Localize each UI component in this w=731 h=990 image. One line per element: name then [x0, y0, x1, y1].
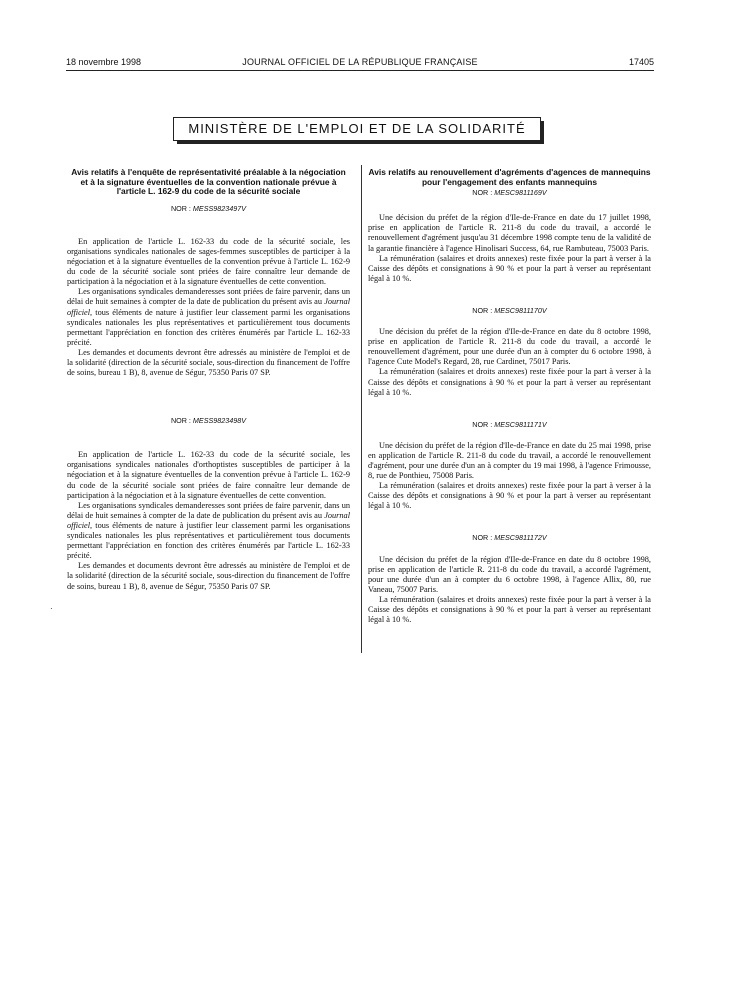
header-page-number: 17405	[628, 57, 654, 67]
notice-4-paragraph-1: Une décision du préfet de la région d'Ile-de-France en date du 8 octobre 1998, prise en application de l'article R. 211-8 du code du travail, a accordé le renouvellement d'agrément, pour une durée d'un an à compter du 6 octobre 1998, à l'agence Cute Model's Regard, 28, rue Cardinet, 75017 Paris.	[368, 327, 651, 367]
notice-2-paragraph-1: En application de l'article L. 162-33 du code de la sécurité sociale, les organisations syndicales nationales d'orthoptistes susceptibles de participer à la négociation et à la signature éventuelles de la convention prévue à l'article L. 162-9 du code de la sécurité sociale sont priées de faire connaître leur demande de participation à la négociation et à la signature éventuelles de cette convention.	[67, 450, 350, 500]
right-section-title: Avis relatifs au renouvellement d'agréments d'agences de mannequins pour l'engagement des enfants mannequins	[368, 167, 651, 187]
nor-reference-4	[368, 306, 651, 316]
ministry-title: MINISTÈRE DE L'EMPLOI ET DE LA SOLIDARITÉ	[173, 117, 541, 141]
nor-code: MESC9811171V	[494, 419, 547, 429]
ministry-shadow-bottom	[177, 141, 544, 144]
ministry-banner	[173, 117, 547, 146]
nor-reference-5	[368, 420, 651, 430]
nor-label: NOR :	[472, 188, 493, 198]
notice-5-body	[368, 441, 651, 512]
notice-6-body	[368, 555, 651, 626]
journal-officiel-italic: Journal officiel	[67, 297, 350, 317]
notice-2-paragraph-2: Les organisations syndicales demanderesses sont priées de faire parvenir, dans un délai de huit semaines à compter de la date de publication du présent avis au Journal officiel, tous éléments de nature à justifier leur classement parmi les organisations syndicales nationales les plus représentatives et particulièrement tous documents permettant l'appréciation en fonction des critères énumérés par l'article L. 162-33 précité.	[67, 500, 350, 561]
nor-reference-1	[67, 204, 350, 214]
nor-label: NOR :	[472, 533, 493, 543]
nor-code: MESS9823497V	[192, 203, 247, 213]
journal-officiel-italic: Journal officiel	[67, 510, 350, 530]
notice-2-paragraph-3: Les demandes et documents devront être adressés au ministère de l'emploi et de la solidarité (direction de la sécurité sociale, sous-direction du financement de l'offre de soins, bureau 1 B), 8, avenue de Ségur, 75350 Paris 07 SP.	[67, 561, 350, 591]
nor-reference-6	[368, 533, 651, 543]
nor-reference-3	[368, 188, 651, 198]
notice-6-paragraph-2: La rémunération (salaires et droits annexes) reste fixée pour la part à verser à la Caisse des dépôts et consignations à 90 % et pour la part à verser au représentant légal à 10 %.	[368, 594, 651, 625]
nor-code: MESC9811170V	[494, 305, 547, 315]
notice-1-paragraph-3: Les demandes et documents devront être adressés au ministère de l'emploi et de la solidarité (direction de la sécurité sociale, sous-direction du financement de l'offre de soins, bureau 1 B), 8, avenue de Ségur, 75350 Paris 07 SP.	[67, 347, 350, 378]
column-divider	[361, 165, 362, 653]
header-journal-title: JOURNAL OFFICIEL DE LA RÉPUBLIQUE FRANÇAISE	[242, 57, 478, 67]
notice-5-paragraph-2: La rémunération (salaires et droits annexes) reste fixée pour la part à verser à la Caisse des dépôts et consignations à 90 % et pour la part à verser au représentant légal à 10 %.	[368, 481, 651, 511]
notice-1-paragraph-2: Les organisations syndicales demanderesses sont priées de faire parvenir, dans un délai de huit semaines à compter de la date de publication du présent avis au Journal officiel, tous éléments de nature à justifier leur classement parmi les organisations syndicales nationales les plus représentatives et particulièrement tous documents permettant l'appréciation en fonction des critères énumérés par l'article L. 162-33 précité.	[67, 287, 350, 347]
notice-3-paragraph-1: Une décision du préfet de la région d'Ile-de-France en date du 17 juillet 1998, prise en application de l'article R. 211-8 du code du travail, a accordé le renouvellement d'agrément jusqu'au 31 décembre 1998 compte tenu de la validité de la garantie financière à l'agence Hinolisari Success, 64, rue Rambuteau, 75003 Paris.	[368, 213, 651, 253]
notice-2-body	[67, 450, 350, 591]
notice-6-paragraph-1: Une décision du préfet de la région d'Ile-de-France en date du 8 octobre 1998, prise en application de l'article R. 211-8 du code du travail, a accordé l'agrément, pour une durée d'un an à compter du 6 octobre 1998, à l'agence Allix, 80, rue Vaneau, 75007 Paris.	[368, 554, 651, 594]
nor-code: MESC9811169V	[494, 188, 547, 198]
nor-label: NOR :	[472, 419, 493, 429]
nor-reference-2	[67, 416, 350, 426]
notice-1-paragraph-1: En application de l'article L. 162-33 du code de la sécurité sociale, les organisations syndicales nationales de sages-femmes susceptibles de participer à la négociation et à la signature éventuelles de la convention prévue à l'article L. 162-9 du code de la sécurité sociale sont priées de faire connaître leur demande de participation à la négociation et à la signature éventuelles de cette convention.	[67, 236, 350, 287]
notice-4-paragraph-2: La rémunération (salaires et droits annexes) reste fixée pour la part à verser à la Caisse des dépôts et consignations à 90 % et pour la part à verser au représentant légal à 10 %.	[368, 367, 651, 397]
nor-label: NOR :	[170, 203, 191, 213]
right-column	[368, 168, 651, 625]
notice-5-paragraph-1: Une décision du préfet de la région d'Ile-de-France en date du 25 mai 1998, prise en application de l'article R. 211-8 du code du travail, a accordé le renouvellement d'agrément, pour une durée d'un an à compter du 19 mai 1998, à l'agence Frimousse, 8, rue de Ponthieu, 75008 Paris.	[368, 440, 651, 481]
notice-1-body	[67, 237, 350, 378]
ministry-shadow-right	[541, 121, 544, 143]
notice-3-paragraph-2: La rémunération (salaires et droits annexes) reste fixée pour la part à verser à la Caisse des dépôts et consignations à 90 % et pour la part à verser au représentant légal à 10 %.	[368, 253, 651, 283]
left-section-title: Avis relatifs à l'enquête de représentativité préalable à la négociation et à la signature éventuelles de la convention nationale prévue à l'article L. 162-9 du code de la sécurité sociale	[71, 167, 346, 197]
header-date: 18 novembre 1998	[66, 57, 142, 67]
notice-3-body	[368, 213, 651, 284]
nor-label: NOR :	[170, 416, 191, 426]
nor-code: MESS9823498V	[192, 416, 247, 426]
header-rule	[66, 70, 654, 71]
left-column	[67, 168, 350, 592]
nor-label: NOR :	[472, 305, 493, 315]
notice-4-body	[368, 327, 651, 398]
nor-code: MESC9811172V	[494, 533, 547, 543]
margin-dot: ·	[50, 604, 53, 613]
page-header	[66, 57, 654, 71]
